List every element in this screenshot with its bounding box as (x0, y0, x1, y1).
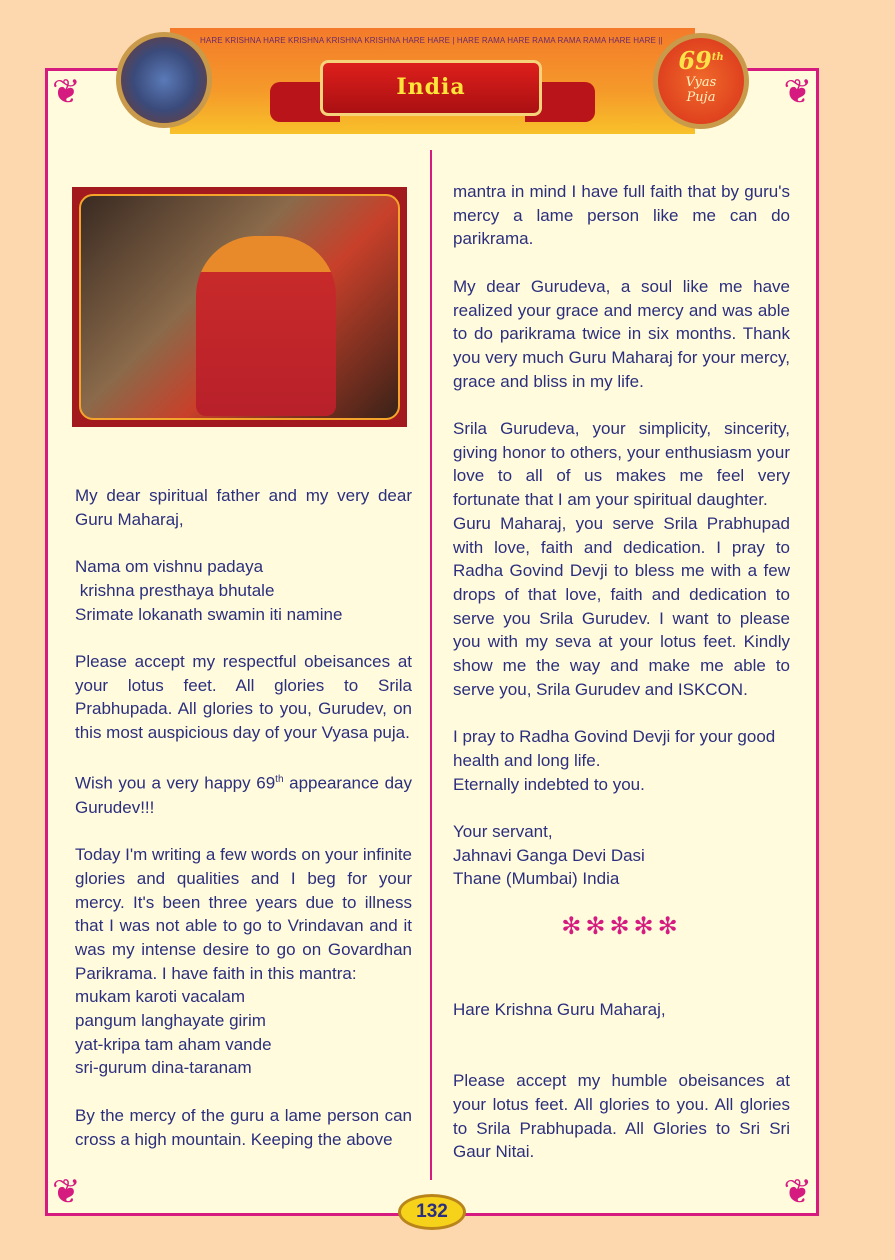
verse (75, 555, 412, 626)
ornament-icon: ❦ (783, 73, 812, 111)
signoff-line: Your servant, (453, 821, 553, 841)
badge-line2: Puja (686, 90, 716, 105)
signoff-line: Jahnavi Ganga Devi Dasi (453, 845, 645, 865)
right-column (453, 180, 790, 1188)
section-title: India (396, 74, 466, 100)
guru-figure (196, 236, 336, 416)
left-column (75, 484, 412, 1175)
paragraph: By the mercy of the guru a lame person can cross a high mountain. Keeping the above (75, 1105, 412, 1149)
paragraph (75, 768, 412, 819)
mantra-line: sri-gurum dina-taranam (75, 1058, 252, 1078)
verse-line: krishna presthaya bhutale (79, 580, 275, 600)
paragraph (75, 843, 412, 985)
text: Wish you a very happy 69 (75, 774, 276, 794)
paragraph: My dear spiritual father and my very dear Guru Maharaj, (75, 486, 412, 529)
paragraph: Please accept my respectful obeisances at your lotus feet. All glories to Srila Prabhupada. All glories to you, Gurudev, on this most auspicious day of your Vyasa puja. (75, 651, 412, 742)
deity-medallion-image (116, 32, 212, 128)
ornament-icon: ❦ (52, 73, 81, 111)
paragraph: My dear Gurudeva, a soul like me have realized your grace and mercy and was able to do parikrama twice in six months. Thank you very much Guru Maharaj for your mercy, grace and bliss in my life. (453, 276, 790, 391)
paragraph: Guru Maharaj, you serve Srila Prabhupad with love, faith and dedication. I pray to Radha Govind Devji to bless me with a few drops of that love, faith and dedication to serve you Srila Gurudev. I want to please you with my seva at your lotus feet. Kindly show me the way and make me able to serve you, Srila Gurudev and ISKCON. (453, 513, 790, 699)
signoff-line: Thane (Mumbai) India (453, 869, 620, 889)
paragraph: Srila Gurudeva, your simplicity, sincerity, giving honor to others, your enthusiasm your love to all of us makes me feel very fortunate that I am your spiritual daughter. (453, 419, 790, 510)
paragraph (453, 725, 790, 796)
badge-sup: th (711, 52, 724, 63)
separator-stars-icon: ✻✻✻✻✻ (561, 912, 682, 940)
paragraph: mantra in mind I have full faith that by guru's mercy a lame person like me can do parikrama. (453, 182, 790, 249)
mantra (75, 985, 412, 1080)
text: I pray to Radha Govind Devji for your good health and long life. (453, 727, 776, 770)
signoff (453, 820, 790, 891)
badge-number: 69 (678, 46, 712, 75)
page-number: 132 (398, 1194, 466, 1230)
vyas-puja-badge (653, 33, 749, 129)
verse-line: Nama om vishnu padaya (75, 557, 264, 577)
text: Today I'm writing a few words on your infinite glories and qualities and I beg for your mercy. It's been three years due to illness that I was not able to go to Vrindavan and it was my intense desire to go on Govardhan Parikrama. I have faith in this mantra: (75, 845, 412, 983)
text: Eternally indebted to you. (453, 774, 645, 794)
mantra-line: yat-kripa tam aham vande (75, 1034, 272, 1054)
badge-line1: Vyas (685, 75, 717, 90)
mantra-line: mukam karoti vacalam (75, 987, 246, 1007)
mantra-line: pangum langhayate girim (75, 1011, 266, 1031)
text: appearance day Gurudev!!! (75, 774, 412, 817)
guru-photo (72, 187, 407, 427)
section-ribbon (320, 60, 542, 116)
paragraph: Hare Krishna Guru Maharaj, (453, 1000, 666, 1020)
column-divider (430, 150, 432, 1180)
header-mantra: HARE KRISHNA HARE KRISHNA KRISHNA KRISHNA HARE HARE | HARE RAMA HARE RAMA RAMA RAMA HARE HARE || (200, 36, 663, 45)
paragraph: Please accept my humble obeisances at your lotus feet. All glories to you. All glories to Srila Prabhupada. All Glories to Sri Sri Gaur Nitai. (453, 1071, 790, 1162)
sup: th (275, 774, 284, 786)
verse-line: Srimate lokanath swamin iti namine (75, 604, 343, 624)
ornament-icon: ❦ (783, 1173, 812, 1211)
ornament-icon: ❦ (52, 1173, 81, 1211)
